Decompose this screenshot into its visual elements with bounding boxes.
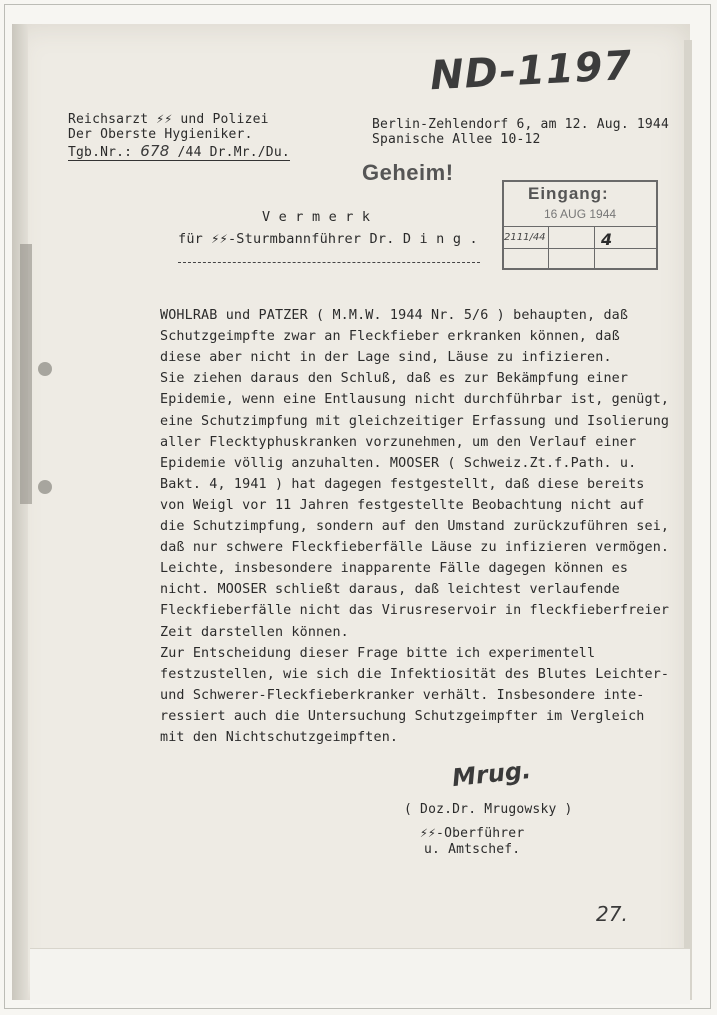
body-line: und Schwerer-Fleckfieberkranker verhält. Insbesondere inte- xyxy=(160,687,645,703)
handwritten-page-number: 27. xyxy=(596,902,628,926)
body-line: nicht. MOOSER schließt daraus, daß leichtest verlaufende xyxy=(160,582,620,598)
body-line: Zur Entscheidung dieser Frage bitte ich experimentell xyxy=(160,645,596,661)
reference-handwritten-number: 678 xyxy=(140,142,170,160)
sheet-left-shadow xyxy=(12,24,28,1000)
handwritten-signature: Mrug. xyxy=(450,755,533,793)
reference-prefix: Tgb.Nr.: xyxy=(68,145,133,160)
reference-suffix: /44 Dr.Mr./Du. xyxy=(177,145,290,160)
address-line: Spanische Allee 10-12 xyxy=(372,132,541,147)
body-line: die Schutzimpfung, sondern auf den Umstand zurückzuführen sei, xyxy=(160,519,670,534)
classification-stamp: Geheim! xyxy=(362,160,454,185)
signatory-rank: ⚡⚡-Oberführer xyxy=(420,826,525,841)
body-line: Bakt. 4, 1941 ) hat dagegen festgestellt, daß diese bereits xyxy=(160,476,645,492)
body-line: eine Schutzimpfung mit gleichzeitiger Erfassung und Isolierung xyxy=(160,413,670,429)
signatory-name: ( Doz.Dr. Mrugowsky ) xyxy=(404,802,573,817)
body-line: ressiert auch die Untersuchung Schutzgeimpfter im Vergleich xyxy=(160,708,645,724)
memo-addressee: für ⚡⚡-Sturmbannführer Dr. D i n g . xyxy=(178,231,478,247)
body-line: von Weigl vor 11 Jahren festgestellte Beobachtung nicht auf xyxy=(160,497,645,513)
receipt-stamp xyxy=(502,180,658,270)
body-line: Fleckfieberfälle nicht das Virusreservoir in fleckfieberfreier xyxy=(160,603,670,619)
body-line: mit den Nichtschutzgeimpften. xyxy=(160,730,399,745)
body-line: Zeit darstellen können. xyxy=(160,624,349,640)
signatory-title: u. Amtschef. xyxy=(424,842,521,857)
body-line: diese aber nicht in der Lage sind, Läuse zu infizieren. xyxy=(160,350,612,366)
stamp-divider xyxy=(504,248,656,249)
sender-line-1: Reichsarzt ⚡⚡ und Polizei xyxy=(68,112,269,127)
receipt-stamp-date: 16 AUG 1944 xyxy=(544,207,617,221)
document-number: ND-1197 xyxy=(428,42,634,100)
receipt-stamp-mark: 4 xyxy=(601,230,613,249)
reference-number xyxy=(68,144,290,161)
body-line: WOHLRAB und PATZER ( M.M.W. 1944 Nr. 5/6 ) behaupten, daß xyxy=(160,308,629,323)
body-line: daß nur schwere Fleckfieberfälle Läuse zu infizieren vermögen. xyxy=(160,540,670,556)
sheet-right-edge xyxy=(684,40,692,1000)
body-line: Epidemie völlig anzuhalten. MOOSER ( Schweiz.Zt.f.Path. u. xyxy=(160,455,637,471)
punch-hole-top xyxy=(38,362,52,376)
sender-line-2: Der Oberste Hygieniker. xyxy=(68,127,253,142)
binding-mark xyxy=(20,244,32,504)
stamp-divider xyxy=(594,226,595,270)
punch-hole-bottom xyxy=(38,480,52,494)
receipt-stamp-title: Eingang: xyxy=(528,184,609,203)
stamp-divider xyxy=(504,226,656,227)
memo-title: V e r m e r k xyxy=(262,209,371,225)
body-line: Leichte, insbesondere inapparente Fälle dagegen können es xyxy=(160,561,629,577)
body-line: festzustellen, wie sich die Infektiosität des Blutes Leichter- xyxy=(160,666,670,682)
body-line: Schutzgeimpfte zwar an Fleckfieber erkranken können, daß xyxy=(160,329,620,345)
receipt-stamp-entry-ref: 2111/44 xyxy=(504,232,546,243)
place-date-line: Berlin-Zehlendorf 6, am 12. Aug. 1944 xyxy=(372,117,669,132)
sheet-bottom-strip xyxy=(30,948,690,1004)
body-line: aller Flecktyphuskranken vorzunehmen, um den Verlauf einer xyxy=(160,434,637,450)
stamp-divider xyxy=(548,226,549,270)
body-line: Epidemie, wenn eine Entlausung nicht durchführbar ist, genügt, xyxy=(160,392,670,408)
memo-rule xyxy=(178,262,480,263)
body-line: Sie ziehen daraus den Schluß, daß es zur Bekämpfung einer xyxy=(160,371,629,387)
